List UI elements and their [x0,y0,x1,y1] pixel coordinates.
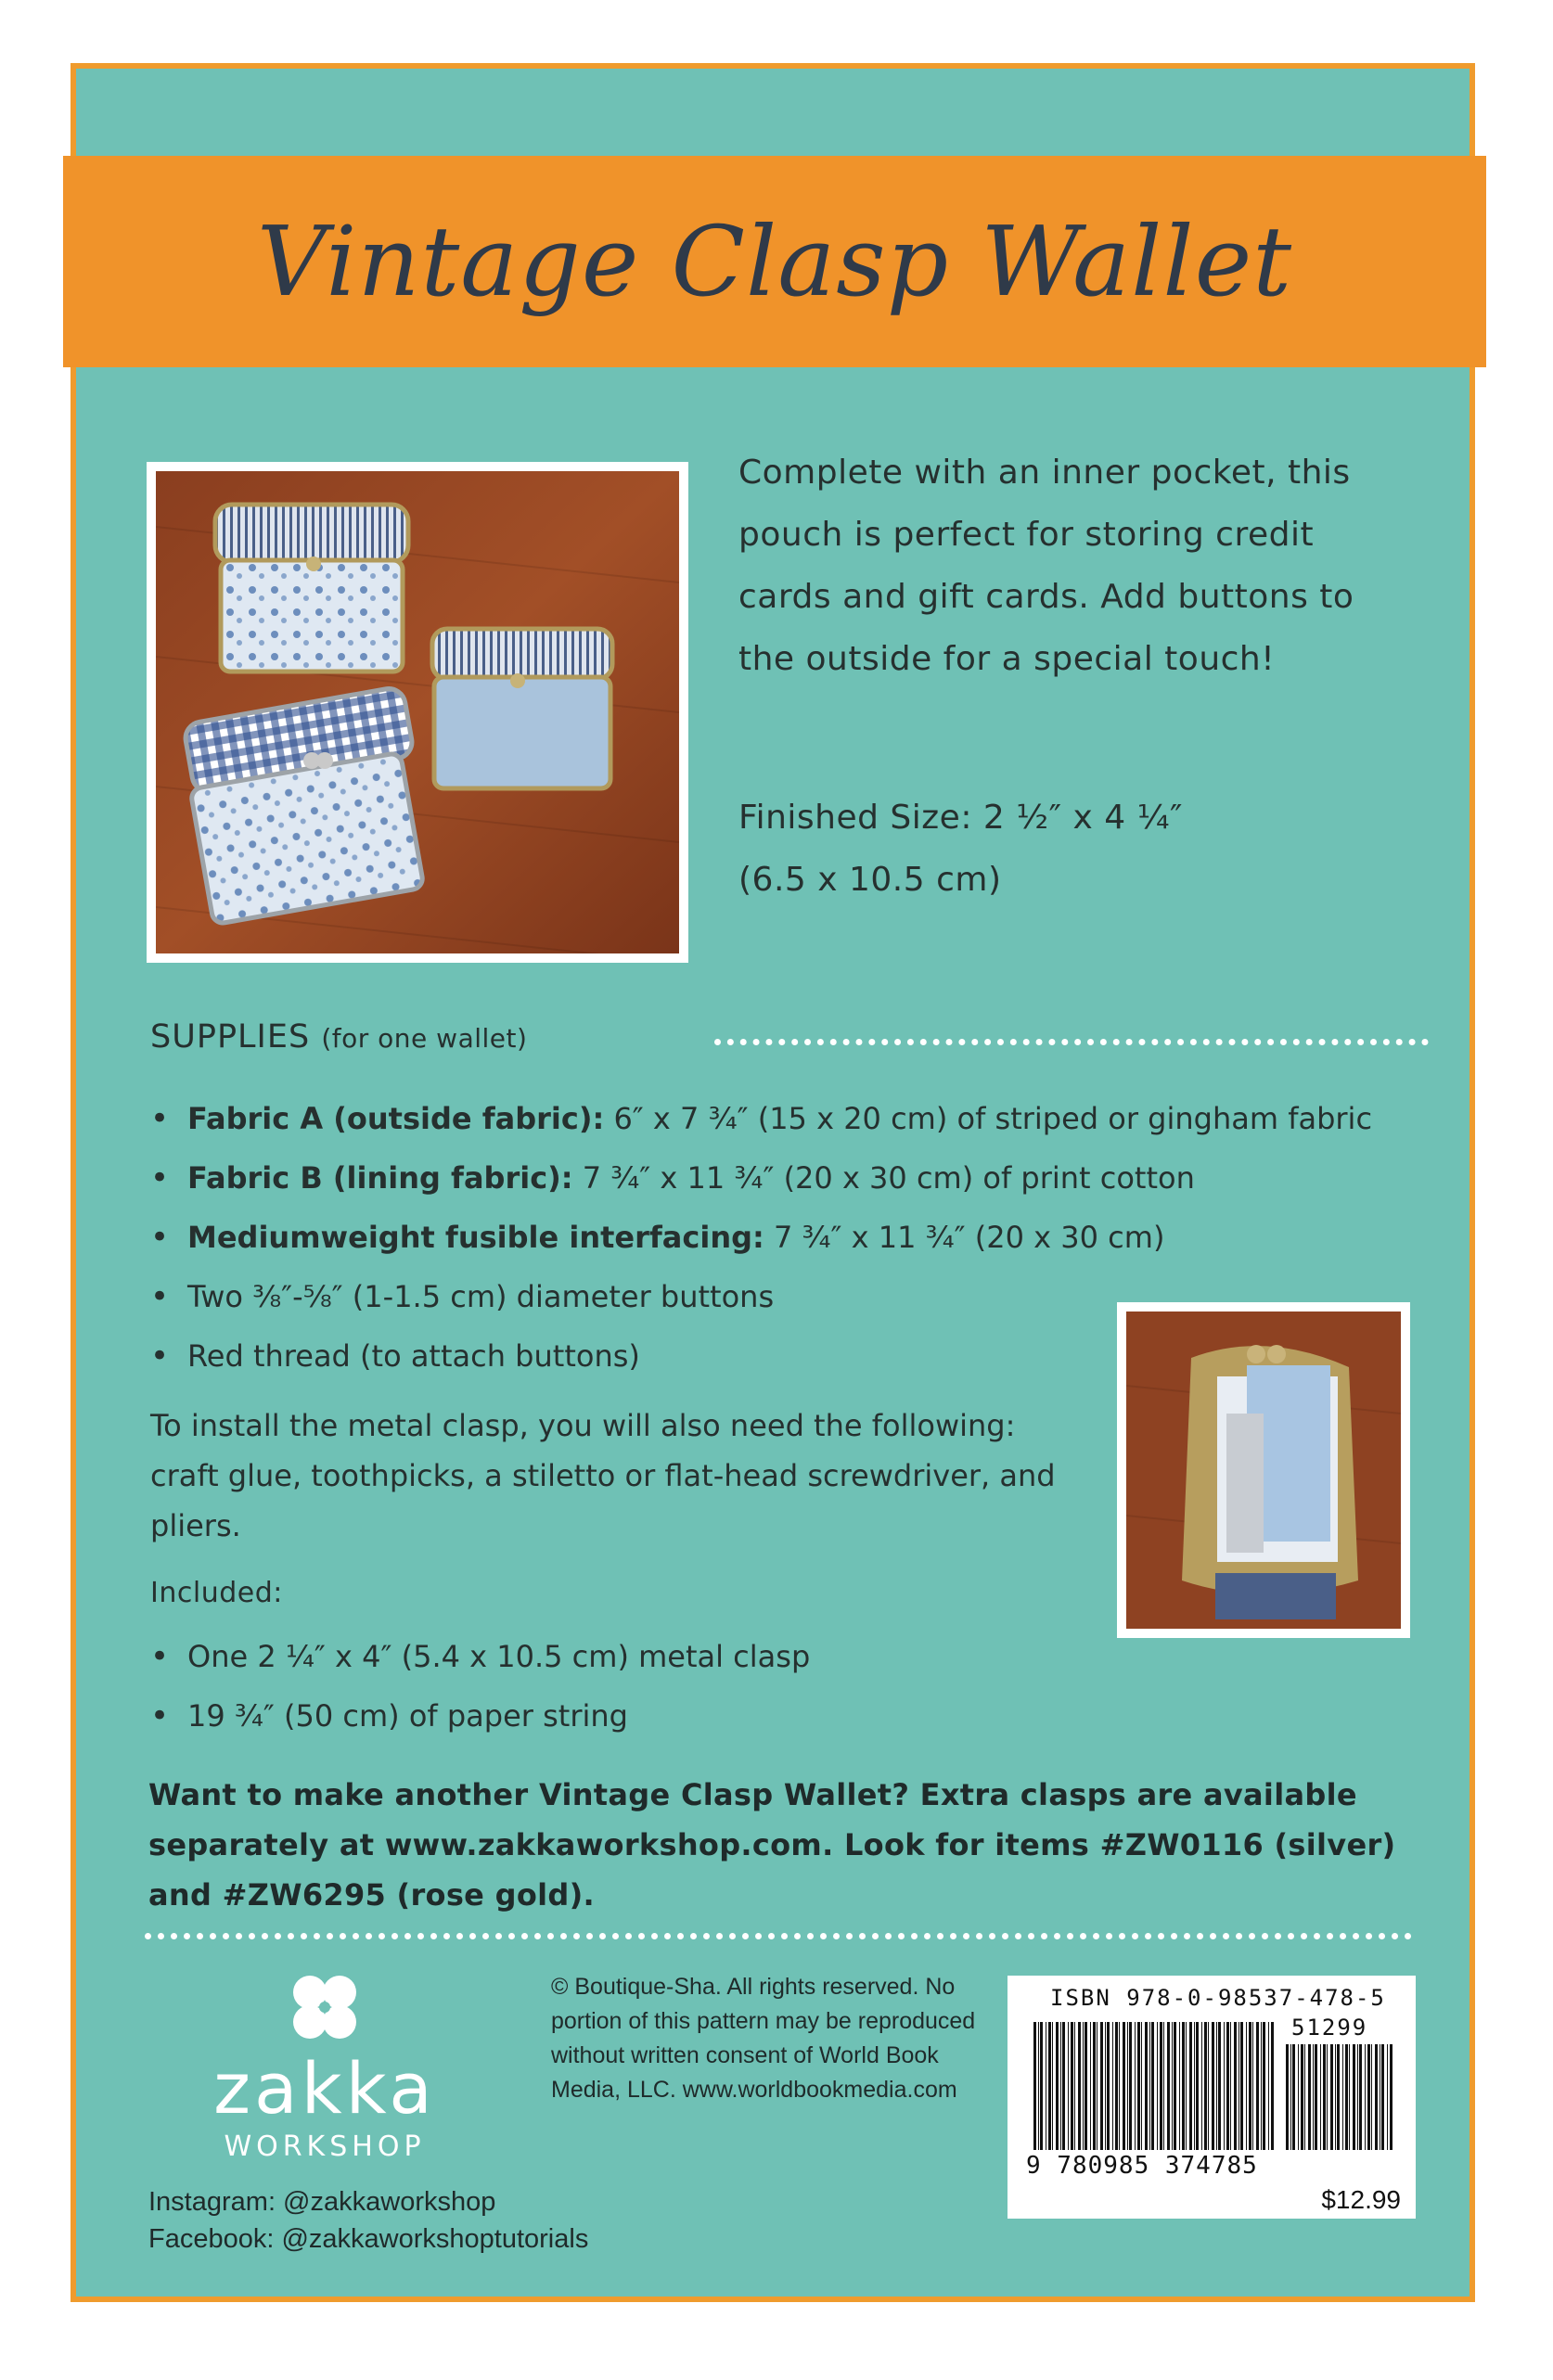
price: $12.99 [1321,2185,1401,2214]
intro-text: Complete with an inner pocket, this pouch is perfect for storing credit cards and gift cards. Add buttons to the outside for a special touch! [738,454,1354,678]
barcode-bar [1163,2022,1164,2150]
footer-divider [145,1933,1412,1939]
product-photo-detail [1117,1302,1410,1638]
barcode-bar [1201,2022,1202,2150]
barcode-bar [1304,2044,1305,2150]
copyright-notice: © Boutique-Sha. All rights reserved. No portion of this pattern may be reproduced without written consent of World Book Media, LLC. www.worldbookmedia.com [551,1974,976,2103]
barcode-bar [1271,2022,1274,2150]
barcode-bar [1135,2022,1136,2150]
barcode-addon-bars [1286,2044,1393,2150]
barcode-bar [1071,2022,1073,2150]
barcode-bar [1216,2022,1217,2150]
barcode-bar [1119,2022,1120,2150]
barcode-bar [1196,2022,1199,2150]
barcode-bar [1212,2022,1214,2150]
barcode-bar [1141,2022,1142,2150]
barcode-bar [1204,2022,1207,2150]
barcode-bar [1218,2022,1221,2150]
finished-size [738,787,1406,911]
barcode-bar [1194,2022,1195,2150]
page-title: Vintage Clasp Wallet [256,205,1293,318]
barcode-bar [1093,2022,1096,2150]
barcode-bar [1323,2044,1326,2150]
barcode-bar [1085,2022,1087,2150]
barcode-bar [1137,2022,1140,2150]
list-item: • One 2 ¼″ x 4″ (5.4 x 10.5 cm) metal clasp [150,1627,810,1686]
barcode-bar [1208,2022,1209,2150]
barcode-bar [1151,2022,1154,2150]
barcode-bar [1048,2022,1051,2150]
barcode-bar [1127,2022,1128,2150]
barcode-bar [1261,2022,1262,2150]
barcode-bar [1112,2022,1113,2150]
barcode-bar [1100,2022,1103,2150]
barcode-addon: 51299 [1291,2015,1368,2041]
barcode-bar [1230,2022,1231,2150]
barcode-bar [1179,2022,1180,2150]
barcode-bar [1074,2022,1075,2150]
list-item: • Two ³⁄₈″-⁵⁄₈″ (1-1.5 cm) diameter buttons [150,1267,1372,1326]
barcode-bar [1390,2044,1393,2150]
barcode-bar [1167,2022,1170,2150]
facebook-handle: Facebook: @zakkaworkshoptutorials [148,2224,589,2254]
barcode-bar [1040,2022,1043,2150]
supplies-heading [150,1018,527,1056]
zakka-logo [167,1964,482,2169]
isbn-number: ISBN 978-0-98537-478-5 [1050,1985,1386,2011]
barcode-bar [1371,2044,1372,2150]
barcode-bar [1189,2022,1192,2150]
barcode-bar [1375,2044,1378,2150]
barcode-bar [1387,2044,1388,2150]
barcode-bar [1056,2022,1059,2150]
title-banner [63,156,1486,367]
barcode-bar [1327,2044,1328,2150]
barcode-bar [1345,2044,1348,2150]
barcode-bar [1246,2022,1247,2150]
barcode-bar [1315,2044,1317,2150]
barcode-bar [1240,2022,1243,2150]
barcode-bar [1145,2022,1148,2150]
barcode-bar [1105,2022,1106,2150]
barcode-bar [1149,2022,1150,2150]
barcode-bars [1033,2022,1277,2150]
product-photo-main [147,462,688,963]
barcode-bar [1381,2044,1384,2150]
supplies-title: SUPPLIES [150,1018,311,1056]
barcode-bar [1342,2044,1343,2150]
barcode-bar [1357,2044,1358,2150]
barcode-bar [1078,2022,1081,2150]
barcode-bar [1060,2022,1061,2150]
barcode-bar [1365,2044,1366,2150]
barcode-bar [1160,2022,1162,2150]
barcode-digits: 9 780985 374785 [1026,2152,1258,2180]
barcode-bar [1115,2022,1118,2150]
barcode-bar [1038,2022,1039,2150]
supplies-divider [714,1039,1429,1045]
barcode-bar [1286,2044,1289,2150]
barcode-bar [1182,2022,1185,2150]
barcode-bar [1359,2044,1362,2150]
isbn-barcode [1008,1976,1416,2219]
included-heading: Included: [150,1577,283,1609]
barcode-bar [1157,2022,1158,2150]
barcode-bar [1308,2044,1311,2150]
extra-clasps-note: Want to make another Vintage Clasp Wallet? Extra clasps are available separately at www.zakkaworkshop.com. Look for items #ZW0116 (silver) and #ZW6295 (rose gold). [148,1777,1396,1913]
tools-note: To install the metal clasp, you will also need the following: craft glue, toothpicks, a stiletto or flat-head screwdriver, and pliers. [150,1408,1056,1543]
barcode-bar [1313,2044,1314,2150]
barcode-bar [1367,2044,1370,2150]
brand-sub: WORKSHOP [224,2130,426,2163]
barcode-bar [1052,2022,1053,2150]
brand-name: zakka [213,2047,436,2130]
barcode-bar [1268,2022,1269,2150]
barcode-bar [1123,2022,1125,2150]
barcode-bar [1083,2022,1084,2150]
barcode-bar [1320,2044,1321,2150]
barcode-bar [1107,2022,1110,2150]
list-item: • Fabric A (outside fabric): 6″ x 7 ¾″ (15 x 20 cm) of striped or gingham fabric [150,1089,1372,1148]
supplies-subtitle: (for one wallet) [321,1023,528,1054]
barcode-bar [1226,2022,1229,2150]
barcode-bar [1172,2022,1173,2150]
social-links [148,2183,588,2258]
barcode-bar [1298,2044,1299,2150]
barcode-bar [1292,2044,1295,2150]
list-item: • 19 ¾″ (50 cm) of paper string [150,1686,810,1746]
barcode-bar [1290,2044,1291,2150]
list-item: • Fabric B (lining fabric): 7 ¾″ x 11 ¾″ (20 x 30 cm) of print cotton [150,1148,1372,1208]
barcode-bar [1337,2044,1340,2150]
barcode-bar [1234,2022,1237,2150]
barcode-bar [1062,2022,1065,2150]
barcode-bar [1129,2022,1132,2150]
barcode-bar [1249,2022,1251,2150]
flower-icon [293,1976,356,2039]
barcode-bar [1252,2022,1253,2150]
barcode-bar [1174,2022,1176,2150]
barcode-bar [1335,2044,1336,2150]
barcode-bar [1186,2022,1187,2150]
barcode-bar [1301,2044,1303,2150]
barcode-bar [1263,2022,1265,2150]
finished-size-metric: (6.5 x 10.5 cm) [738,861,1002,899]
barcode-bar [1256,2022,1259,2150]
list-item: • Red thread (to attach buttons) [150,1326,1372,1386]
barcode-bar [1349,2044,1350,2150]
barcode-bar [1330,2044,1333,2150]
barcode-bar [1090,2022,1091,2150]
instagram-handle: Instagram: @zakkaworkshop [148,2187,496,2217]
barcode-bar [1224,2022,1225,2150]
barcode-bar [1033,2022,1036,2150]
finished-size-imperial: Finished Size: 2 ½″ x 4 ¼″ [738,799,1183,837]
barcode-bar [1068,2022,1069,2150]
list-item: • Mediumweight fusible interfacing: 7 ¾″ x 11 ¾″ (20 x 30 cm) [150,1208,1372,1267]
included-list [150,1627,810,1746]
barcode-bar [1353,2044,1355,2150]
